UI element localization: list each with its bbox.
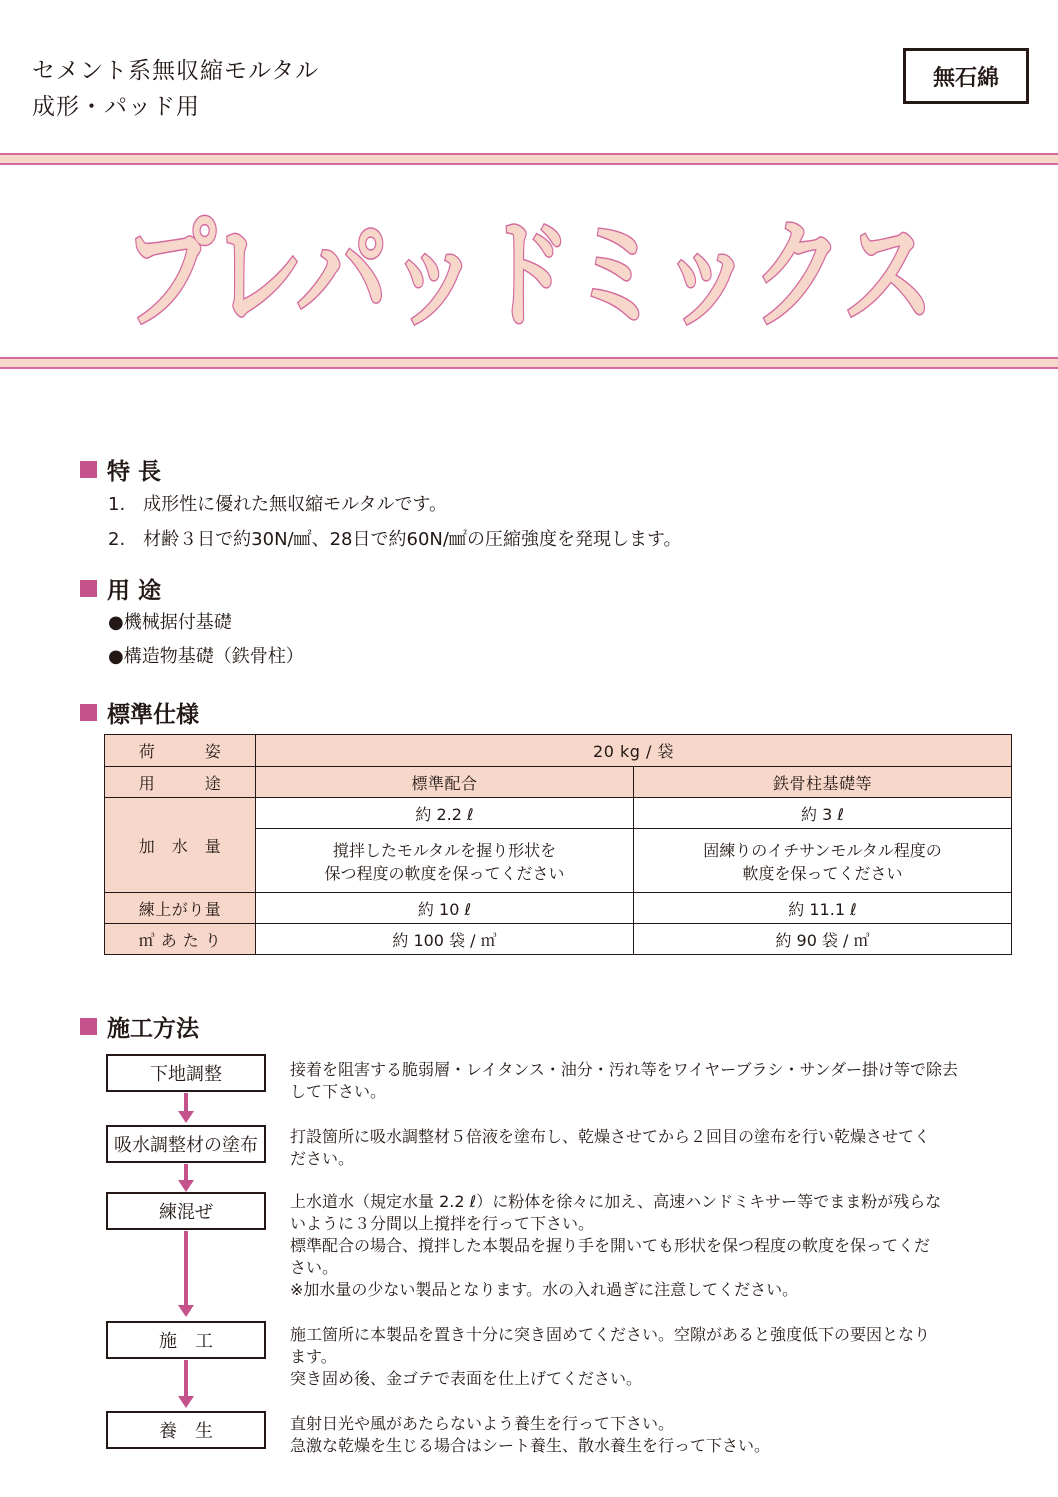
table-row	[105, 924, 1012, 955]
step-desc-placement	[290, 1324, 990, 1390]
spec-use-steel: 鉄骨柱基礎等	[634, 767, 1012, 798]
spec-use-standard: 標準配合	[256, 767, 634, 798]
step-desc-line: 直射日光や風があたらないよう養生を行って下さい。	[290, 1414, 675, 1433]
spec-water-amount-standard: 約 2.2 ℓ	[256, 798, 634, 829]
step-desc-line: 施工箇所に本製品を置き十分に突き固めてください。空隙があると強度低下の要因となり	[290, 1325, 931, 1344]
step-desc-curing	[290, 1413, 990, 1457]
step-desc-line: 打設箇所に吸水調整材５倍液を塗布し、乾燥させてから２回目の塗布を行い乾燥させてく	[290, 1127, 931, 1146]
step-desc-line: ます。	[290, 1347, 337, 1366]
spec-label-use: 用 途	[105, 767, 256, 798]
table-row	[105, 767, 1012, 798]
step-desc-line: 接着を阻害する脆弱層・レイタンス・油分・汚れ等をワイヤーブラシ・サンダー掛け等で除去	[290, 1060, 959, 1079]
section-marker-icon	[80, 1018, 97, 1035]
use-item-1: ●機械据付基礎	[108, 612, 232, 633]
step-desc-substrate	[290, 1059, 990, 1103]
step-desc-line: さい。	[290, 1258, 339, 1277]
feature-item-2: 2. 材齢３日で約30N/㎟、28日で約60N/㎟の圧縮強度を発現します。	[108, 529, 682, 550]
down-arrow-icon	[180, 1093, 192, 1123]
features-heading	[80, 453, 161, 486]
table-row	[105, 798, 1012, 829]
spec-water-note-steel-line2: 軟度を保ってください	[742, 863, 903, 883]
spec-label-package: 荷 姿	[105, 735, 256, 767]
spec-water-note-standard-line1: 撹拌したモルタルを握り形状を	[332, 840, 557, 860]
spec-per-m3-standard: 約 100 袋 / ㎥	[256, 924, 634, 955]
step-box-placement: 施 工	[106, 1321, 266, 1359]
table-row	[105, 735, 1012, 767]
step-desc-line: 急激な乾燥を生じる場合はシート養生、散水養生を行って下さい。	[290, 1436, 771, 1455]
step-box-substrate: 下地調整	[106, 1054, 266, 1092]
feature-item-1: 1. 成形性に優れた無収縮モルタルです。	[108, 494, 448, 515]
uses-heading	[80, 572, 161, 605]
spec-label-per-m3: ㎥ あ た り	[105, 924, 256, 955]
step-desc-primer	[290, 1126, 990, 1170]
section-marker-icon	[80, 704, 97, 721]
step-desc-line: ※加水量の少ない製品となります。水の入れ過ぎに注意してください。	[290, 1280, 799, 1299]
table-row	[105, 893, 1012, 924]
spec-water-note-steel-line1: 固練りのイチサンモルタル程度の	[703, 840, 942, 860]
step-desc-line: 標準配合の場合、撹拌した本製品を握り手を開いても形状を保つ程度の軟度を保ってくだ	[290, 1236, 931, 1255]
step-box-primer: 吸水調整材の塗布	[106, 1125, 266, 1163]
features-heading-label: 特 長	[107, 459, 162, 485]
title-band-top	[0, 153, 1058, 165]
spec-water-note-standard	[256, 829, 634, 893]
method-heading	[80, 1010, 199, 1043]
spec-yield-steel: 約 11.1 ℓ	[634, 893, 1012, 924]
product-title-block	[0, 178, 1058, 348]
step-desc-line: して下さい。	[290, 1082, 387, 1101]
subtitle-line-1: セメント系無収縮モルタル	[32, 58, 320, 84]
down-arrow-icon	[180, 1164, 192, 1192]
step-desc-line: ださい。	[290, 1149, 355, 1168]
step-box-curing: 養 生	[106, 1411, 266, 1449]
down-arrow-icon	[180, 1360, 192, 1410]
spec-heading-label: 標準仕様	[107, 702, 199, 728]
section-marker-icon	[80, 580, 97, 597]
spec-water-amount-steel: 約 3 ℓ	[634, 798, 1012, 829]
spec-label-yield: 練上がり量	[105, 893, 256, 924]
product-title-svg	[0, 178, 1058, 348]
title-band-bottom	[0, 357, 1058, 369]
step-desc-mixing	[290, 1191, 990, 1301]
down-arrow-icon	[180, 1231, 192, 1319]
spec-water-note-steel	[634, 829, 1012, 893]
spec-package-value: 20 kg / 袋	[256, 735, 1012, 767]
subtitle-line-2: 成形・パッド用	[32, 94, 200, 120]
use-item-2: ●構造物基礎（鉄骨柱）	[108, 646, 304, 667]
spec-label-water: 加 水 量	[105, 798, 256, 893]
product-title: プレパッドミックス	[124, 206, 934, 344]
asbestos-free-badge: 無石綿	[903, 48, 1029, 104]
uses-heading-label: 用 途	[107, 578, 162, 604]
step-box-mixing: 練混ぜ	[106, 1192, 266, 1230]
spec-per-m3-steel: 約 90 袋 / ㎥	[634, 924, 1012, 955]
spec-yield-standard: 約 10 ℓ	[256, 893, 634, 924]
spec-heading	[80, 696, 199, 729]
step-desc-line: 上水道水（規定水量 2.2 ℓ）に粉体を徐々に加え、高速ハンドミキサー等でまま粉が残らな	[290, 1192, 942, 1211]
section-marker-icon	[80, 461, 97, 478]
spec-table	[104, 734, 1012, 955]
method-heading-label: 施工方法	[107, 1016, 199, 1042]
spec-water-note-standard-line2: 保つ程度の軟度を保ってください	[324, 863, 565, 883]
step-desc-line: 突き固め後、金ゴテで表面を仕上げてください。	[290, 1369, 643, 1388]
step-desc-line: いように３分間以上撹拌を行って下さい。	[290, 1214, 595, 1233]
